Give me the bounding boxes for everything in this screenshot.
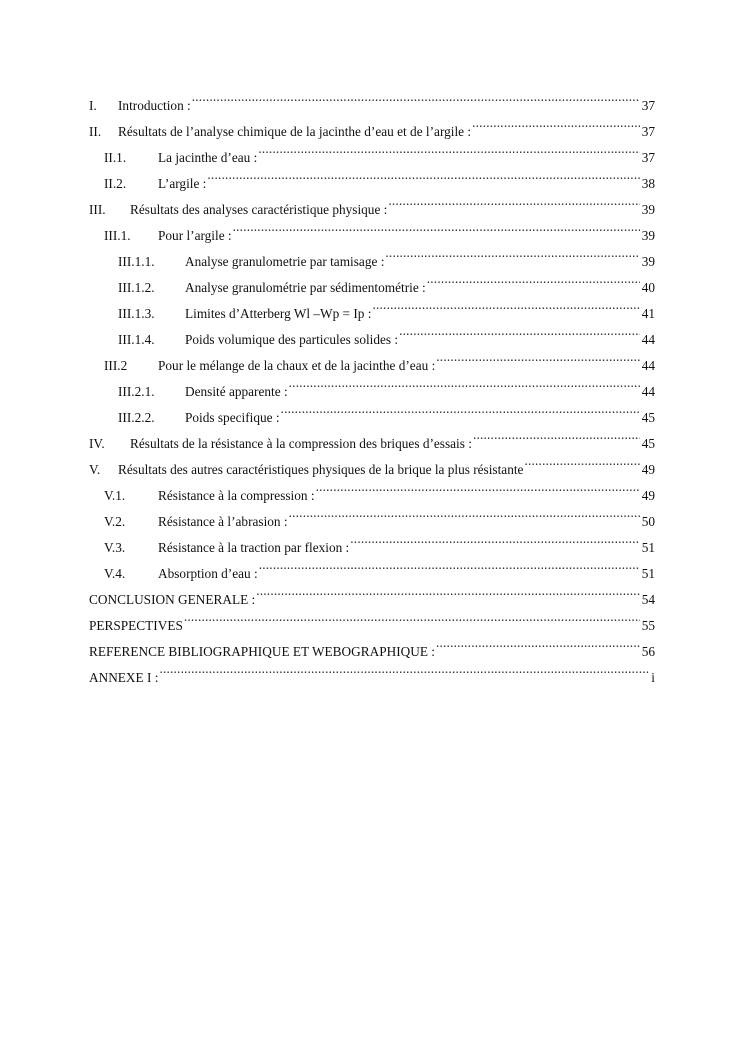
dot-leader	[289, 370, 640, 396]
toc-page-number: 44	[641, 358, 655, 373]
toc-number: V.4.	[104, 566, 126, 581]
toc-entry-introduction[interactable]	[89, 84, 655, 113]
dot-leader	[233, 214, 640, 240]
toc-page-number: 39	[641, 228, 655, 243]
toc-page-number: 49	[641, 488, 655, 503]
dot-leader	[399, 318, 640, 344]
toc-title: Poids volumique des particules solides :	[185, 332, 399, 347]
toc-page-number: 37	[641, 150, 655, 165]
toc-page-number: 55	[641, 618, 655, 633]
toc-number: II.2.	[104, 176, 127, 191]
toc-page-number: 41	[641, 306, 655, 321]
toc-title: Résistance à la compression :	[158, 488, 315, 503]
table-of-contents	[89, 84, 655, 685]
toc-title: Résistance à la traction par flexion :	[158, 540, 350, 555]
toc-title: Résultats des autres caractéristiques physiques de la brique la plus résistante	[118, 462, 524, 477]
toc-title: Absorption d’eau :	[158, 566, 258, 581]
dot-leader	[258, 136, 639, 162]
toc-page-number: i	[651, 670, 655, 685]
dot-leader	[350, 526, 639, 552]
dot-leader	[473, 422, 640, 448]
toc-page-number: 39	[641, 202, 655, 217]
dot-leader	[289, 500, 640, 526]
toc-title: Densité apparente :	[185, 384, 288, 399]
dot-leader	[259, 552, 640, 578]
toc-page-number: 37	[641, 124, 655, 139]
toc-number: III.1.1.	[118, 254, 155, 269]
toc-number: I.	[89, 98, 97, 113]
toc-title: Limites d’Atterberg Wl –Wp = Ip :	[185, 306, 372, 321]
toc-number: IV.	[89, 436, 105, 451]
toc-title: Pour l’argile :	[158, 228, 232, 243]
toc-title: Introduction :	[118, 98, 191, 113]
toc-title: Analyse granulométrie par sédimentométrie :	[185, 280, 426, 295]
dot-leader	[372, 292, 639, 318]
toc-number: III.1.	[104, 228, 131, 243]
dot-leader	[316, 474, 640, 500]
dot-leader	[385, 240, 639, 266]
dot-leader	[207, 162, 639, 188]
toc-title: Résultats des analyses caractéristique physique :	[130, 202, 388, 217]
dot-leader	[436, 344, 639, 370]
toc-page-number: 40	[641, 280, 655, 295]
toc-title: Analyse granulometrie par tamisage :	[185, 254, 385, 269]
dot-leader	[192, 84, 640, 110]
toc-number: III.	[89, 202, 106, 217]
dot-leader	[256, 578, 639, 604]
dot-leader	[159, 656, 649, 682]
toc-page-number: 49	[641, 462, 655, 477]
toc-number: V.	[89, 462, 101, 477]
dot-leader	[388, 188, 639, 214]
toc-number: II.	[89, 124, 102, 139]
toc-number: II.1.	[104, 150, 127, 165]
toc-number: III.1.4.	[118, 332, 155, 347]
dot-leader	[281, 396, 640, 422]
toc-page-number: 44	[641, 332, 655, 347]
toc-page-number: 39	[641, 254, 655, 269]
toc-number: III.1.3.	[118, 306, 155, 321]
toc-number: III.2.2.	[118, 410, 155, 425]
dot-leader	[427, 266, 640, 292]
dot-leader	[472, 110, 640, 136]
toc-page-number: 50	[641, 514, 655, 529]
toc-number: V.2.	[104, 514, 126, 529]
toc-title: Poids specifique :	[185, 410, 280, 425]
dot-leader	[524, 448, 639, 474]
toc-title: Pour le mélange de la chaux et de la jacinthe d’eau :	[158, 358, 436, 373]
toc-number: III.1.2.	[118, 280, 155, 295]
toc-page-number: 44	[641, 384, 655, 399]
toc-page-number: 54	[641, 592, 655, 607]
toc-title: Résultats de l’analyse chimique de la jacinthe d’eau et de l’argile :	[118, 124, 472, 139]
toc-title: CONCLUSION GENERALE :	[89, 592, 256, 607]
dot-leader	[184, 604, 640, 630]
toc-page-number: 56	[641, 644, 655, 659]
toc-title: REFERENCE BIBLIOGRAPHIQUE ET WEBOGRAPHIQUE :	[89, 644, 435, 659]
toc-title: ANNEXE I :	[89, 670, 159, 685]
toc-number: V.3.	[104, 540, 126, 555]
toc-number: V.1.	[104, 488, 126, 503]
toc-page-number: 37	[641, 98, 655, 113]
toc-page-number: 38	[641, 176, 655, 191]
toc-page-number: 51	[641, 566, 655, 581]
toc-title: Résistance à l’abrasion :	[158, 514, 288, 529]
toc-number: III.2	[104, 358, 128, 373]
toc-page-number: 51	[641, 540, 655, 555]
dot-leader	[436, 630, 640, 656]
toc-entry-annex-i[interactable]	[89, 656, 655, 685]
toc-page-number: 45	[641, 436, 655, 451]
toc-page-number: 45	[641, 410, 655, 425]
toc-title: PERSPECTIVES	[89, 618, 183, 633]
toc-title: La jacinthe d’eau :	[158, 150, 258, 165]
toc-number: III.2.1.	[118, 384, 155, 399]
toc-title: L’argile :	[158, 176, 207, 191]
toc-title: Résultats de la résistance à la compression des briques d’essais :	[130, 436, 472, 451]
